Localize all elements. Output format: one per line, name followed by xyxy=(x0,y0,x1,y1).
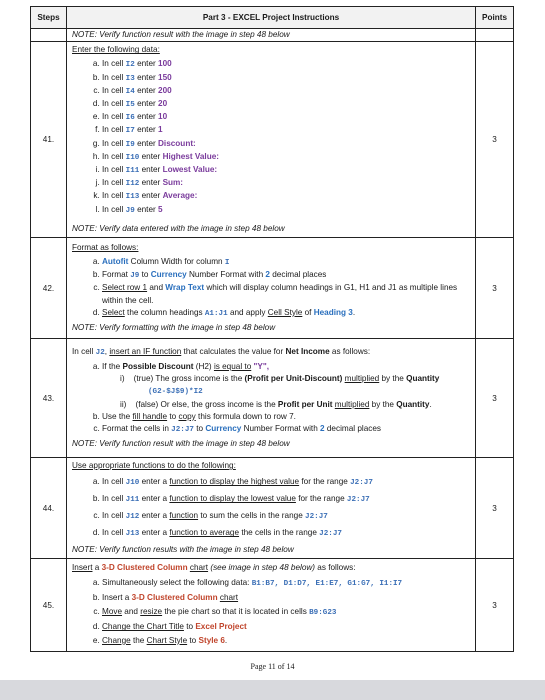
chart-list xyxy=(72,576,471,648)
header-title: Part 3 - EXCEL Project Instructions xyxy=(67,7,476,29)
list-item: b. In cell I3 enter 150 xyxy=(102,72,471,85)
false-branch: ii) (false) Or else, the gross income is the Profit per Unit multiplied by the Quantity. xyxy=(120,399,432,409)
list-item: a. Autofit Column Width for column I xyxy=(102,256,471,269)
true-branch: i) (true) The gross income is the (Profit per Unit-Discount) multiplied by the Quantity xyxy=(120,374,440,384)
step-42-body xyxy=(67,238,476,339)
viewer-bottom-bar xyxy=(0,680,545,700)
list-item: h. In cell I10 enter Highest Value: xyxy=(102,151,471,164)
list-item: b. Format J9 to Currency Number Format with 2 decimal places xyxy=(102,269,471,282)
previous-step-row xyxy=(31,29,514,42)
list-item: a. Simultaneously select the following data: B1:B7, D1:D7, E1:E7, G1:G7, I1:I7 xyxy=(102,576,471,592)
step-note: NOTE: Verify data entered with the image in step 48 below xyxy=(72,223,285,233)
instructions-table xyxy=(30,6,514,652)
list-item: i. In cell I11 enter Lowest Value: xyxy=(102,164,471,177)
step-intro: In cell J2, insert an IF function that calculates the value for Net Income as follows: xyxy=(72,346,371,357)
function-list xyxy=(72,474,471,542)
step-41-body xyxy=(67,42,476,238)
page-number: Page 11 of 14 xyxy=(250,662,295,671)
list-item: a. If the Possible Discount (H2) is equal to "Y", xyxy=(102,361,471,373)
step-points: 3 xyxy=(476,458,514,559)
list-item: g. In cell I9 enter Discount: xyxy=(102,138,471,151)
list-item: c. In cell J12 enter a function to sum the cells in the range J2:J7 xyxy=(102,508,471,525)
step-number: 44. xyxy=(31,458,67,559)
step-number: 42. xyxy=(31,238,67,339)
list-item: l. In cell J9 enter 5 xyxy=(102,204,471,217)
step-note: NOTE: Verify function results with the image in step 48 below xyxy=(72,545,294,555)
list-item: d. In cell I5 enter 20 xyxy=(102,98,471,111)
step-41-row xyxy=(31,42,514,238)
list-item: d. Select the column headings A1:J1 and apply Cell Style of Heading 3. xyxy=(102,307,471,320)
step-points: 3 xyxy=(476,42,514,238)
previous-note: NOTE: Verify function result with the image in step 48 below xyxy=(67,29,476,42)
list-item: d. In cell J13 enter a function to average the cells in the range J2:J7 xyxy=(102,525,471,542)
step-note: NOTE: Verify formatting with the image in step 48 below xyxy=(72,323,276,333)
list-item: e. In cell I6 enter 10 xyxy=(102,111,471,124)
step-44-body xyxy=(67,458,476,559)
list-item: c. In cell I4 enter 200 xyxy=(102,85,471,98)
list-item: a. In cell J10 enter a function to display the highest value for the range J2:J7 xyxy=(102,474,471,491)
list-item: b. In cell J11 enter a function to display the lowest value for the range J2:J7 xyxy=(102,491,471,508)
step-45-body xyxy=(67,559,476,652)
if-function-list xyxy=(72,361,471,373)
formula-text: (G2-$J$9)*I2 xyxy=(148,388,203,397)
step-note: NOTE: Verify function result with the image in step 48 below xyxy=(72,439,290,449)
list-item: c. Format the cells in J2:J7 to Currency Number Format with 2 decimal places xyxy=(102,423,471,436)
data-entry-list xyxy=(72,58,471,216)
list-item: c. Select row 1 and Wrap Text which will display column headings in G1, H1 and J1 as multiple lines within the cell. xyxy=(102,282,471,306)
table-header-row xyxy=(31,7,514,29)
list-item: k. In cell I13 enter Average: xyxy=(102,190,471,203)
step-43-row xyxy=(31,339,514,458)
list-item: f. In cell I7 enter 1 xyxy=(102,124,471,137)
list-item: j. In cell I12 enter Sum: xyxy=(102,177,471,190)
list-item: b. Use the fill handle to copy this formula down to row 7. xyxy=(102,411,471,423)
step-45-row xyxy=(31,559,514,652)
step-42-row xyxy=(31,238,514,339)
step-44-row xyxy=(31,458,514,559)
step-points: 3 xyxy=(476,559,514,652)
list-item: e. Change the Chart Style to Style 6. xyxy=(102,634,471,648)
step-43-body xyxy=(67,339,476,458)
step-points: 3 xyxy=(476,339,514,458)
step-number: 45. xyxy=(31,559,67,652)
list-item: a. In cell I2 enter 100 xyxy=(102,58,471,71)
step-intro: Insert a 3-D Clustered Column chart (see image in step 48 below) as follows: xyxy=(72,562,356,572)
step-points: 3 xyxy=(476,238,514,339)
list-item: d. Change the Chart Title to Excel Project xyxy=(102,620,471,634)
fill-format-list xyxy=(72,411,471,436)
step-number: 43. xyxy=(31,339,67,458)
header-points: Points xyxy=(476,7,514,29)
step-intro: Format as follows: xyxy=(72,242,139,252)
header-steps: Steps xyxy=(31,7,67,29)
step-intro: Enter the following data: xyxy=(72,45,160,55)
format-list xyxy=(72,256,471,320)
list-item: c. Move and resize the pie chart so that it is located in cells B9:G23 xyxy=(102,605,471,621)
step-intro: Use appropriate functions to do the following: xyxy=(72,461,236,471)
step-number: 41. xyxy=(31,42,67,238)
list-item: b. Insert a 3-D Clustered Column chart xyxy=(102,591,471,605)
